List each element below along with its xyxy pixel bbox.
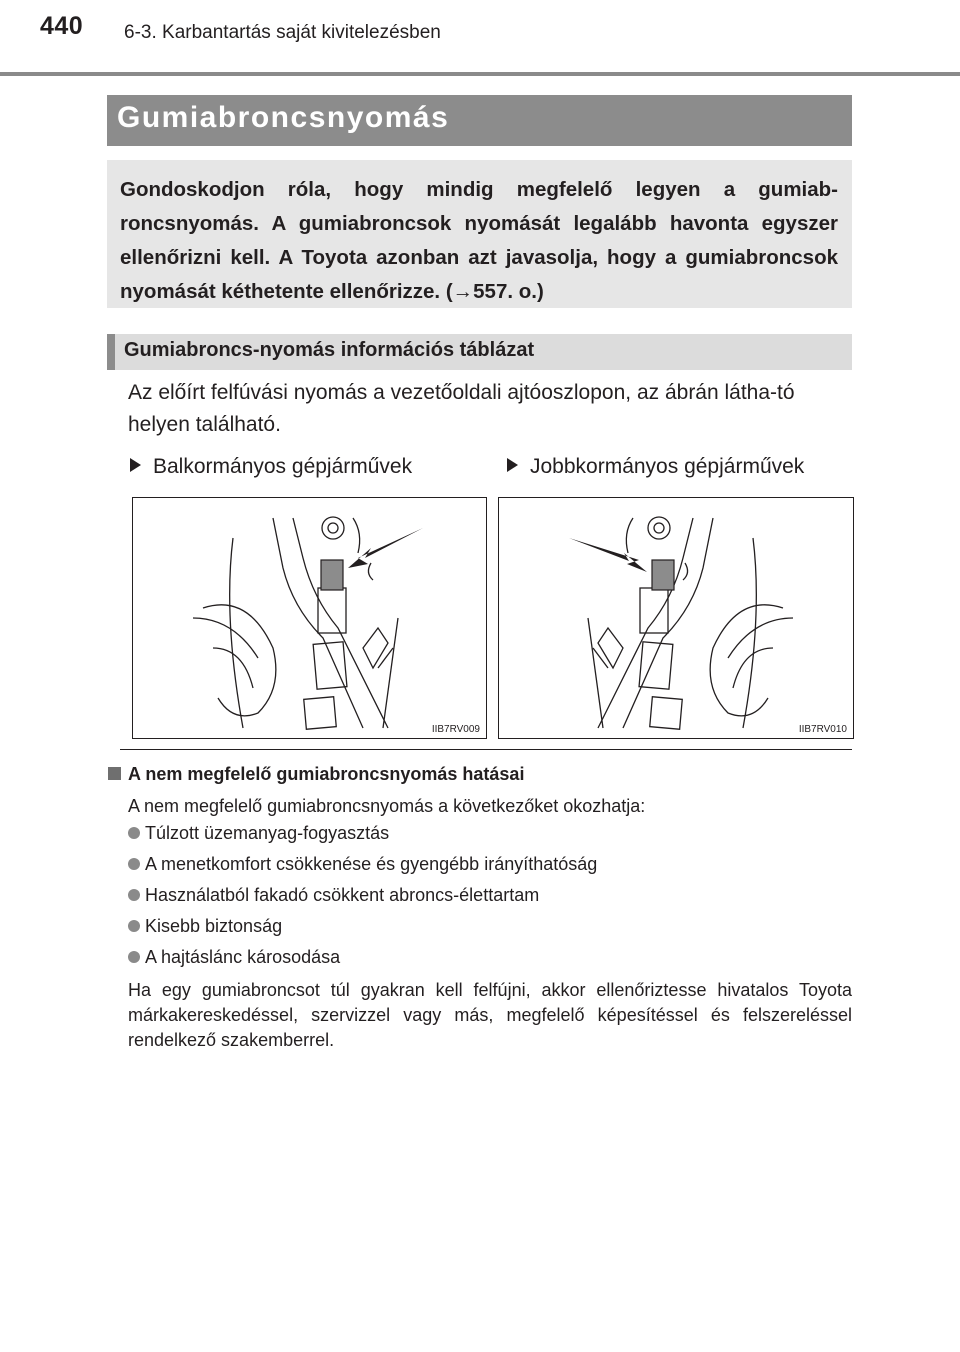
bullet-dot-icon bbox=[128, 920, 140, 932]
right-hand-drive-figure bbox=[498, 497, 854, 739]
effects-heading bbox=[108, 764, 524, 785]
list-item: Kisebb biztonság bbox=[128, 916, 282, 937]
section-title: Gumiabroncsnyomás bbox=[117, 101, 450, 134]
triangle-bullet-icon bbox=[507, 458, 518, 472]
section-title-bar bbox=[107, 95, 852, 146]
figure-code: IIB7RV010 bbox=[798, 724, 847, 735]
effects-heading-text: A nem megfelelő gumiabroncsnyomás hatásai bbox=[128, 764, 525, 784]
page-number: 440 bbox=[40, 12, 84, 40]
door-pillar-illustration-left bbox=[133, 498, 486, 738]
bullet-dot-icon bbox=[128, 858, 140, 870]
intro-box bbox=[107, 160, 852, 308]
arrow-icon bbox=[569, 538, 647, 572]
bullet-dot-icon bbox=[128, 889, 140, 901]
list-item: A menetkomfort csökkenése és gyengébb irányíthatóság bbox=[128, 854, 597, 875]
intro-text: Gondoskodjon róla, hogy mindig megfelelő legyen a gumiab-roncsnyomás. A gumiabroncsok nyomását legalább havonta egyszer ellenőrizni kell. A Toyota azonban azt javasolja, hogy a gumiabroncsok nyomását kéthetente ellenőrizze. (→557. o.) bbox=[120, 178, 838, 303]
list-item: Használatból fakadó csökkent abroncs-élettartam bbox=[128, 885, 539, 906]
figure-code: IIB7RV009 bbox=[431, 724, 480, 735]
info-lead-text: Az előírt felfúvási nyomás a vezetőoldali ajtóoszlopon, az ábrán látha-tó helyen található. bbox=[128, 381, 795, 436]
running-head: 6-3. Karbantartás saját kivitelezésben bbox=[124, 22, 441, 43]
list-item: Túlzott üzemanyag-fogyasztás bbox=[128, 823, 389, 844]
effects-lead: A nem megfelelő gumiabroncsnyomás a következőket okozhatja: bbox=[128, 796, 646, 816]
left-hand-drive-figure bbox=[132, 497, 487, 739]
subsection-heading: Gumiabroncs-nyomás információs táblázat bbox=[124, 339, 535, 361]
triangle-bullet-icon bbox=[130, 458, 141, 472]
right-variant-text: Jobbkormányos gépjárművek bbox=[530, 455, 805, 478]
pressure-label-highlight bbox=[652, 560, 674, 590]
pressure-label-highlight bbox=[321, 560, 343, 590]
door-pillar-illustration-right bbox=[499, 498, 853, 738]
section-divider bbox=[120, 749, 852, 750]
effects-closing: Ha egy gumiabroncsot túl gyakran kell felfújni, akkor ellenőriztesse hivatalos Toyota márkakereskedéssel, szervizzel vagy más, megfelelő képesítéssel és felszereléssel rendelkező szakemberrel. bbox=[128, 980, 852, 1050]
list-item: A hajtáslánc károsodása bbox=[128, 947, 340, 968]
heading-accent bbox=[107, 334, 115, 370]
square-bullet-icon bbox=[108, 767, 121, 780]
bullet-dot-icon bbox=[128, 951, 140, 963]
subsection-heading-bar bbox=[107, 334, 852, 370]
left-variant-label bbox=[130, 455, 412, 479]
right-variant-label bbox=[507, 455, 804, 479]
bullet-dot-icon bbox=[128, 827, 140, 839]
header-rule bbox=[0, 72, 960, 76]
left-variant-text: Balkormányos gépjárművek bbox=[153, 455, 413, 478]
